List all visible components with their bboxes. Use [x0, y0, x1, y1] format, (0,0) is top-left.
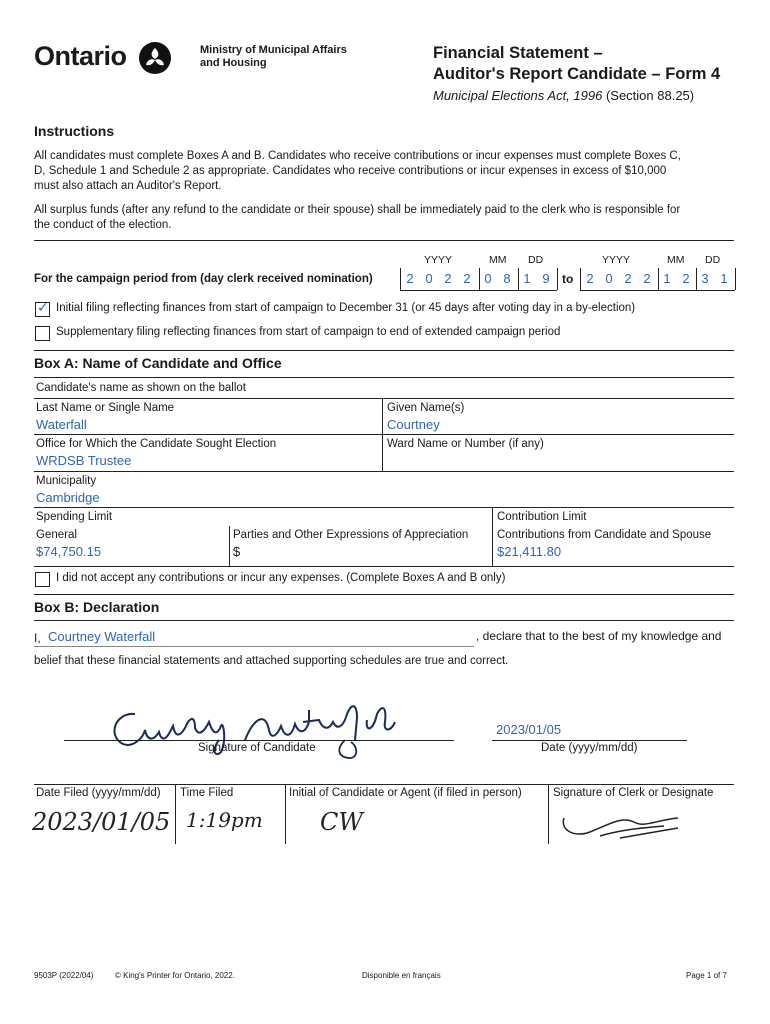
date-separator: [580, 268, 581, 290]
from-digit: 2: [463, 271, 471, 286]
divider: [34, 398, 734, 399]
contribution-limit-label: Contribution Limit: [497, 511, 587, 523]
divider: [34, 377, 734, 378]
date-header-dd-from: DD: [528, 254, 544, 266]
instructions-paragraph-2: All surplus funds (after any refund to the candidate or their spouse) shall be immediately paid to the clerk who is responsible for the conduct of the election.: [34, 204, 681, 231]
municipality-label: Municipality: [36, 475, 97, 487]
divider: [34, 350, 734, 351]
checkmark-icon: ✓: [37, 299, 49, 315]
divider: [34, 471, 734, 472]
initial-field[interactable]: CW: [320, 808, 364, 836]
clerk-signature: [560, 808, 690, 844]
office-label: Office for Which the Candidate Sought Election: [36, 438, 277, 450]
general-limit-field[interactable]: $74,750.15: [36, 544, 102, 559]
belief-text: belief that these financial statements and attached supporting schedules are true and correct.: [34, 655, 509, 667]
copyright: © King's Printer for Ontario, 2022.: [115, 971, 235, 980]
date-header-yyyy-from: YYYY: [424, 254, 453, 266]
instructions-paragraph-1: All candidates must complete Boxes A and B. Candidates who receive contributions or incur expenses must complete Boxes C, D, Schedule 1 and Schedule 2 as appropriate. Candidates who receive contributions or incur expenses in excess of $10,000 must also attach an Auditor's Report.: [34, 150, 681, 192]
date-header-mm-to: MM: [667, 254, 685, 266]
clerk-signature-label: Signature of Clerk or Designate: [553, 787, 714, 799]
date-header-dd-to: DD: [705, 254, 721, 266]
act-section: (Section 88.25): [602, 88, 695, 103]
last-name-field[interactable]: Waterfall: [36, 417, 87, 432]
act-name: Municipal Elections Act, 1996: [433, 88, 603, 103]
divider: [229, 526, 230, 566]
to-digit: 1: [720, 271, 728, 286]
divider: [34, 566, 734, 567]
form-number: 9503P (2022/04): [34, 971, 94, 980]
box-a-heading: Box A: Name of Candidate and Office: [34, 355, 282, 371]
divider: [382, 398, 383, 472]
spending-limit-label: Spending Limit: [36, 511, 113, 523]
to-label: to: [562, 272, 574, 286]
date-separator: [518, 268, 519, 290]
signature-date-field[interactable]: 2023/01/05: [496, 722, 562, 737]
date-separator: [658, 268, 659, 290]
date-line: [492, 740, 687, 741]
supplementary-filing-label: Supplementary filing reflecting finances from start of campaign to end of extended campaign period: [56, 326, 561, 338]
to-digit: 2: [586, 271, 594, 286]
office-field[interactable]: WRDSB Trustee: [36, 453, 132, 468]
date-filed-label: Date Filed (yyyy/mm/dd): [36, 787, 161, 799]
from-digit: 2: [444, 271, 452, 286]
ministry-line-1: Ministry of Municipal Affairs: [200, 44, 347, 56]
signature-label: Signature of Candidate: [198, 742, 316, 754]
page-number: Page 1 of 7: [686, 971, 727, 980]
divider: [492, 507, 493, 566]
form-title-line-2: Auditor's Report Candidate – Form 4: [433, 65, 721, 83]
no-contributions-checkbox[interactable]: [35, 572, 50, 587]
no-contributions-label: I did not accept any contributions or incur any expenses. (Complete Boxes A and B only): [56, 572, 506, 584]
date-label: Date (yyyy/mm/dd): [541, 742, 638, 754]
date-filed-field[interactable]: 2023/01/05: [32, 808, 171, 836]
ballot-name-label: Candidate's name as shown on the ballot: [36, 382, 246, 394]
from-date-field[interactable]: [400, 266, 557, 291]
divider: [34, 620, 734, 621]
ontario-wordmark: Ontario: [34, 41, 127, 71]
divider: [34, 240, 734, 241]
ward-label: Ward Name or Number (if any): [387, 438, 544, 450]
declarant-name-field[interactable]: Courtney Waterfall: [48, 629, 156, 644]
to-date-field[interactable]: [580, 266, 735, 291]
ministry-line-2: and Housing: [200, 57, 267, 69]
date-header-yyyy-to: YYYY: [602, 254, 631, 266]
from-digit: 1: [523, 271, 531, 286]
declarant-underline: [34, 646, 474, 647]
from-digit: 0: [484, 271, 492, 286]
date-header-mm-from: MM: [489, 254, 507, 266]
divider: [34, 594, 734, 595]
declare-text: , declare that to the best of my knowledge and: [476, 629, 722, 643]
given-name-field[interactable]: Courtney: [387, 417, 440, 432]
date-separator: [557, 268, 558, 290]
general-label: General: [36, 529, 77, 541]
initial-filing-checkbox[interactable]: [35, 299, 50, 317]
divider: [34, 434, 734, 435]
trillium-icon: [138, 41, 172, 75]
to-digit: 3: [701, 271, 709, 286]
act-reference: [433, 88, 694, 103]
to-digit: 1: [663, 271, 671, 286]
divider: [34, 507, 734, 508]
form-title-line-1: Financial Statement –: [433, 44, 603, 62]
i-prefix: I,: [34, 631, 41, 645]
to-digit: 2: [643, 271, 651, 286]
divider: [175, 784, 176, 844]
time-filed-field[interactable]: 1:19pm: [186, 808, 263, 832]
contribution-limit-field[interactable]: $21,411.80: [497, 544, 562, 559]
signature-line: [64, 740, 454, 741]
given-name-label: Given Name(s): [387, 402, 465, 414]
ministry-name: [200, 44, 347, 70]
form-title: [433, 43, 720, 85]
from-digit: 2: [406, 271, 414, 286]
instructions-heading: Instructions: [34, 123, 115, 139]
parties-label: Parties and Other Expressions of Appreciation: [233, 529, 469, 541]
to-digit: 2: [624, 271, 632, 286]
to-digit: 0: [605, 271, 613, 286]
box-b-heading: Box B: Declaration: [34, 599, 160, 615]
date-separator: [696, 268, 697, 290]
divider: [548, 784, 549, 844]
initial-label: Initial of Candidate or Agent (if filed in person): [289, 787, 522, 799]
date-separator: [479, 268, 480, 290]
from-digit: 9: [542, 271, 550, 286]
last-name-label: Last Name or Single Name: [36, 402, 175, 414]
contrib-candidate-label: Contributions from Candidate and Spouse: [497, 529, 712, 541]
time-filed-label: Time Filed: [180, 787, 234, 799]
from-digit: 8: [503, 271, 511, 286]
date-separator: [735, 268, 736, 290]
initial-filing-label: Initial filing reflecting finances from start of campaign to December 31 (or 45 days after voting day in a by-election): [56, 302, 636, 314]
divider: [285, 784, 286, 844]
supplementary-filing-checkbox[interactable]: [35, 326, 50, 341]
campaign-period-label: For the campaign period from (day clerk received nomination): [34, 273, 373, 285]
french-availability: Disponible en français: [362, 971, 441, 980]
date-separator: [400, 268, 401, 290]
from-digit: 0: [425, 271, 433, 286]
divider: [34, 784, 734, 785]
municipality-field[interactable]: Cambridge: [36, 490, 100, 505]
parties-limit-field[interactable]: $: [233, 544, 241, 559]
to-digit: 2: [682, 271, 690, 286]
